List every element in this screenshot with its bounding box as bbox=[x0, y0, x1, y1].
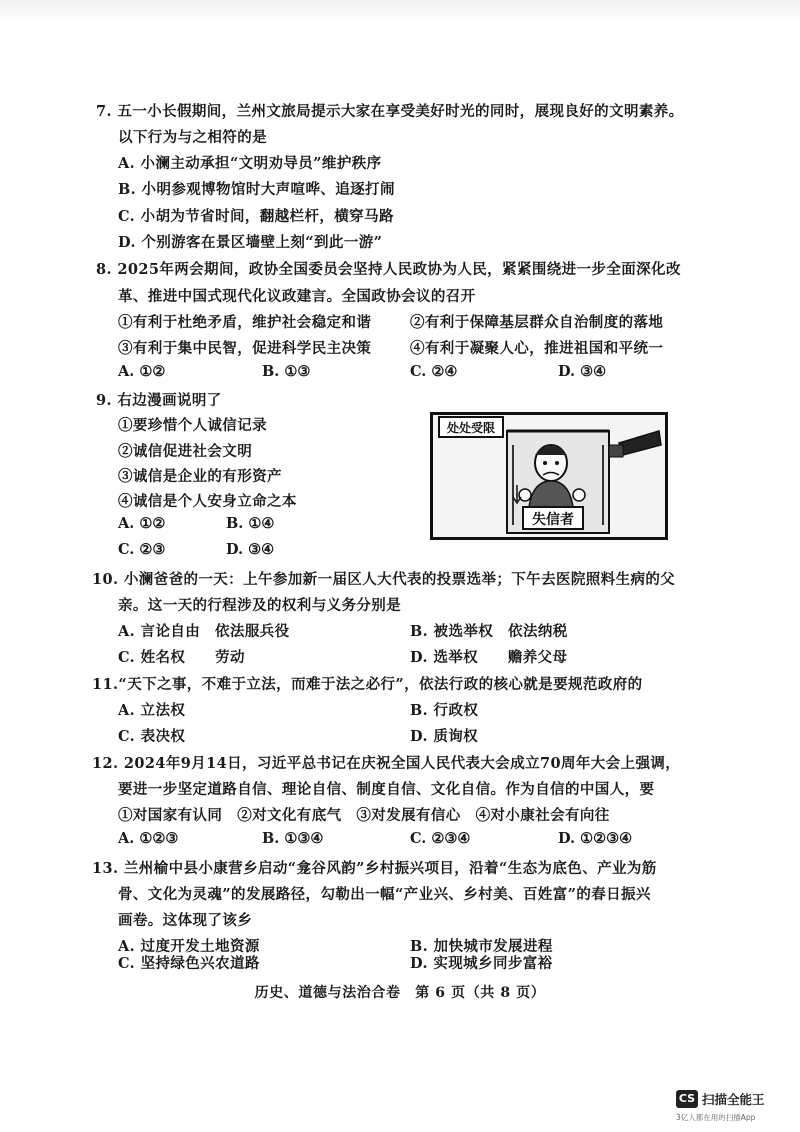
q12-stem-line2: 要进一步坚定道路自信、理论自信、制度自信、文化自信。作为自信的中国人，要 bbox=[118, 781, 655, 798]
q13-stem-line1: 13. 兰州榆中县小康营乡启动“龛谷风韵”乡村振兴项目，沿着“生态为底色、产业为筋 bbox=[92, 860, 657, 877]
q11-option-b: B. 行政权 bbox=[410, 702, 479, 719]
q9-option-a: A. ①② bbox=[118, 515, 166, 532]
watermark-tagline: 3亿人都在用的扫描App bbox=[676, 1113, 756, 1122]
q13-option-c: C. 坚持绿色兴农道路 bbox=[118, 955, 260, 972]
q10-stem-line2: 亲。这一天的行程涉及的权利与义务分别是 bbox=[118, 597, 402, 614]
q12-option-b: B. ①③④ bbox=[262, 830, 324, 847]
q13-stem-line2: 骨、文化为灵魂”的发展路径，勾勒出一幅“产业兴、乡村美、百姓富”的春日振兴 bbox=[118, 886, 651, 903]
comic-drawing bbox=[433, 415, 665, 537]
q9-item-2: ②诚信促进社会文明 bbox=[118, 443, 253, 460]
scanner-watermark bbox=[676, 1090, 786, 1126]
q13-option-a: A. 过度开发土地资源 bbox=[118, 938, 260, 955]
credit-comic-illustration bbox=[430, 412, 668, 540]
page-footer: 历史、道德与法治合卷 第 6 页（共 8 页） bbox=[254, 985, 546, 1001]
camscanner-logo-icon: CS bbox=[676, 1090, 698, 1108]
q9-item-3: ③诚信是企业的有形资产 bbox=[118, 468, 282, 485]
q7-option-a: A. 小澜主动承担“文明劝导员”维护秩序 bbox=[118, 155, 382, 172]
q12-option-a: A. ①②③ bbox=[118, 830, 179, 847]
q8-option-b: B. ①③ bbox=[262, 363, 311, 380]
q8-item-1: ①有利于杜绝矛盾，维护社会稳定和谐 bbox=[118, 314, 372, 331]
q9-option-c: C. ②③ bbox=[118, 541, 166, 558]
q10-stem-line1: 10. 小澜爸爸的一天：上午参加新一届区人大代表的投票选举；下午去医院照料生病的父 bbox=[92, 571, 676, 588]
q10-option-c: C. 姓名权 劳动 bbox=[118, 649, 245, 666]
q7-option-d: D. 个别游客在景区墙壁上刻“到此一游” bbox=[118, 234, 383, 251]
q12-option-c: C. ②③④ bbox=[410, 830, 471, 847]
q8-option-d: D. ③④ bbox=[558, 363, 607, 380]
q11-option-a: A. 立法权 bbox=[118, 702, 186, 719]
q8-item-3: ③有利于集中民智，促进科学民主决策 bbox=[118, 340, 372, 357]
q9-item-4: ④诚信是个人安身立命之本 bbox=[118, 493, 297, 510]
q8-item-2: ②有利于保障基层群众自治制度的落地 bbox=[410, 314, 664, 331]
q8-option-a: A. ①② bbox=[118, 363, 166, 380]
q9-option-b: B. ①④ bbox=[226, 515, 275, 532]
q8-item-4: ④有利于凝聚人心，推进祖国和平统一 bbox=[410, 340, 664, 357]
q12-stem-line1: 12. 2024年9月14日，习近平总书记在庆祝全国人民代表大会成立70周年大会上强调， bbox=[92, 755, 681, 772]
q12-items: ①对国家有认同 ②对文化有底气 ③对发展有信心 ④对小康社会有向往 bbox=[118, 807, 610, 824]
q10-option-b: B. 被选举权 依法纳税 bbox=[410, 623, 568, 640]
q13-stem-line3: 画卷。这体现了该乡 bbox=[118, 912, 253, 929]
q11-stem: 11.“天下之事，不难于立法，而难于法之必行”，依法行政的核心就是要规范政府的 bbox=[92, 676, 643, 693]
q7-stem-line2: 以下行为与之相符的是 bbox=[118, 129, 267, 146]
q7-stem-line1: 7. 五一小长假期间，兰州文旅局提示大家在享受美好时光的同时，展现良好的文明素养。 bbox=[96, 103, 684, 120]
q8-stem-line2: 革、推进中国式现代化议政建言。全国政协会议的召开 bbox=[118, 288, 476, 305]
q12-option-d: D. ①②③④ bbox=[558, 830, 633, 847]
q7-option-c: C. 小胡为节省时间，翻越栏杆，横穿马路 bbox=[118, 208, 394, 225]
q7-option-b: B. 小明参观博物馆时大声喧哗、追逐打闹 bbox=[118, 181, 395, 198]
comic-hand bbox=[619, 431, 661, 455]
q10-option-a: A. 言论自由 依法服兵役 bbox=[118, 623, 290, 640]
q9-item-1: ①要珍惜个人诚信记录 bbox=[118, 417, 267, 434]
q9-option-d: D. ③④ bbox=[226, 541, 275, 558]
q10-option-d: D. 选举权 赡养父母 bbox=[410, 649, 568, 666]
q11-option-c: C. 表决权 bbox=[118, 728, 186, 745]
q13-option-b: B. 加快城市发展进程 bbox=[410, 938, 553, 955]
q8-option-c: C. ②④ bbox=[410, 363, 458, 380]
watermark-app-name: 扫描全能王 bbox=[702, 1092, 765, 1107]
q13-option-d: D. 实现城乡同步富裕 bbox=[410, 955, 553, 972]
q9-stem: 9. 右边漫画说明了 bbox=[96, 392, 222, 409]
comic-label-text: 失信者 bbox=[532, 512, 574, 528]
q11-option-d: D. 质询权 bbox=[410, 728, 479, 745]
q8-stem-line1: 8. 2025年两会期间，政协全国委员会坚持人民政协为人民，紧紧围绕进一步全面深化改 bbox=[96, 261, 681, 278]
comic-sign-text: 处处受限 bbox=[446, 421, 496, 435]
